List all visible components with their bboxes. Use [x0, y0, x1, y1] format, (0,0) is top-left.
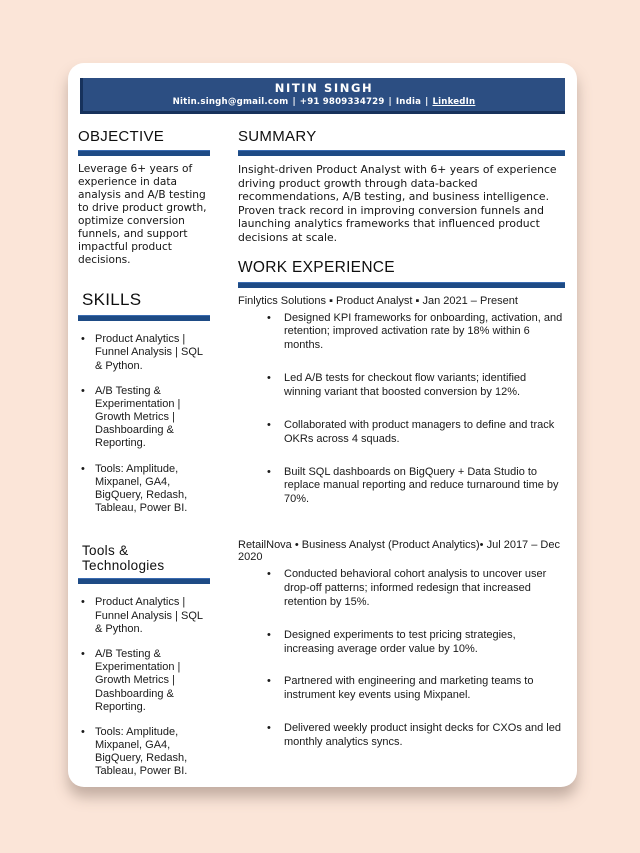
job-heading: Finlytics Solutions ▪ Product Analyst ▪ Jan 2021 – Present	[238, 294, 518, 307]
content-columns	[68, 114, 577, 791]
job-bullet-list	[265, 568, 565, 750]
skills-heading-rule	[78, 315, 210, 321]
objective-heading: OBJECTIVE	[78, 128, 165, 145]
work-bullet: • Led A/B tests for checkout flow variants; identified winning variant that boosted conversion by 12%.	[265, 372, 565, 400]
contact-separator: |	[425, 97, 429, 108]
skills-section	[78, 290, 210, 515]
work-bullet: • Built SQL dashboards on BigQuery + Data Studio to replace manual reporting and reduce turnaround time by 70%.	[265, 466, 565, 508]
right-column	[238, 128, 565, 791]
objective-section	[78, 128, 210, 267]
tool-item: • A/B Testing & Experimentation | Growth Metrics | Dashboarding & Reporting.	[78, 648, 210, 714]
tools-heading-rule	[78, 578, 210, 584]
skill-item: • Product Analytics | Funnel Analysis | SQL & Python.	[78, 333, 210, 373]
contact-separator: |	[388, 97, 392, 108]
work-bullet: • Conducted behavioral cohort analysis to uncover user drop-off patterns; informed redesign that increased retention by 15%.	[265, 568, 565, 610]
tool-item: • Product Analytics | Funnel Analysis | SQL & Python.	[78, 596, 210, 636]
contact-location: India	[395, 97, 422, 108]
objective-heading-rule	[78, 150, 210, 156]
summary-text: Insight-driven Product Analyst with 6+ years of experience driving product growth through data-backed recommendations, A/B testing, and business intelligence. Proven track record in improving conversion funnels and launching analytics frameworks that influenced product decisions at scale.	[238, 163, 557, 244]
summary-section	[238, 128, 565, 245]
objective-text: Leverage 6+ years of experience in data analysis and A/B testing to drive product growth, optimize conversion funnels, and support impactful product decisions.	[78, 163, 207, 267]
tools-section	[78, 543, 210, 778]
resume-card	[68, 63, 577, 787]
work-experience-section	[238, 259, 565, 750]
tool-item: • Tools: Amplitude, Mixpanel, GA4, BigQuery, Redash, Tableau, Power BI.	[78, 726, 210, 779]
contact-separator: |	[292, 97, 296, 108]
tools-heading: Tools & Technologies	[82, 543, 165, 574]
header-banner	[80, 78, 565, 114]
work-bullet: • Partnered with engineering and marketing teams to instrument key events using Mixpanel.	[265, 675, 565, 703]
summary-heading-rule	[238, 150, 565, 156]
work-experience-heading: WORK EXPERIENCE	[238, 258, 395, 276]
skills-list	[78, 333, 210, 515]
person-name: NITIN SINGH	[274, 80, 374, 95]
skills-heading: SKILLS	[82, 290, 142, 310]
tools-list	[78, 596, 210, 778]
job-heading: RetailNova • Business Analyst (Product Analytics)• Jul 2017 – Dec 2020	[238, 539, 560, 564]
skill-item: • Tools: Amplitude, Mixpanel, GA4, BigQuery, Redash, Tableau, Power BI.	[78, 463, 210, 516]
job-bullet-list	[265, 312, 565, 508]
work-experience-heading-rule	[238, 282, 565, 288]
linkedin-link[interactable]: LinkedIn	[432, 97, 476, 108]
job-entry	[238, 295, 565, 508]
skill-item: • A/B Testing & Experimentation | Growth Metrics | Dashboarding & Reporting.	[78, 385, 210, 451]
work-bullet: • Designed experiments to test pricing strategies, increasing average order value by 10%.	[265, 629, 565, 657]
contact-line	[173, 97, 476, 107]
summary-heading: SUMMARY	[238, 128, 317, 145]
left-column	[78, 128, 210, 791]
work-bullet: • Collaborated with product managers to define and track OKRs across 4 squads.	[265, 419, 565, 447]
job-entry	[238, 539, 565, 750]
work-bullet: • Designed KPI frameworks for onboarding, activation, and retention; improved activation rate by 18% within 6 months.	[265, 312, 565, 354]
contact-email: Nitin.singh@gmail.com	[172, 97, 289, 108]
work-bullet: • Delivered weekly product insight decks for CXOs and led monthly analytics syncs.	[265, 722, 565, 750]
contact-phone: +91 9809334729	[299, 97, 385, 108]
